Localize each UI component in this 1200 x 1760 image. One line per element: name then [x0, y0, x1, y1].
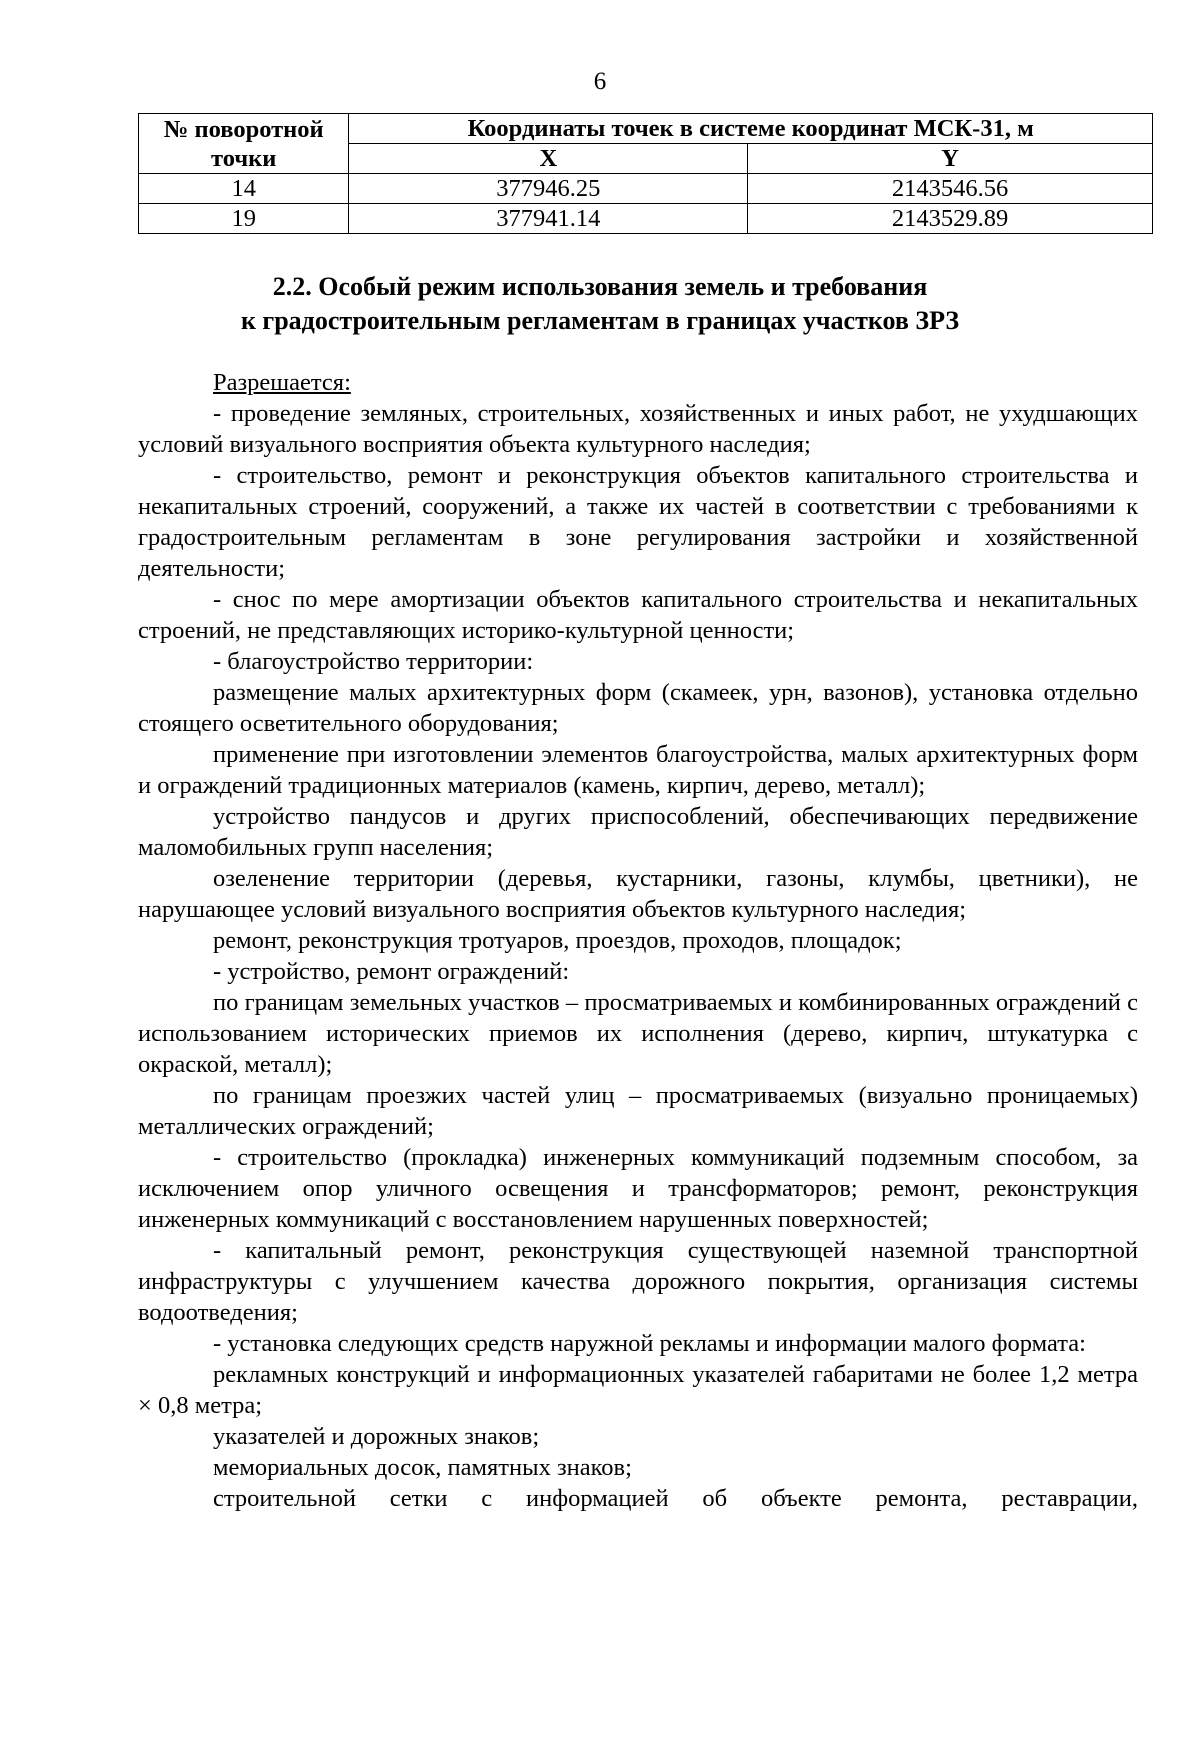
header-point-number: № поворотной точки [139, 114, 349, 174]
paragraph: - проведение земляных, строительных, хозяйственных и иных работ, не ухудшающих условий визуального восприятия объекта культурного наследия; [138, 400, 1138, 458]
table-header-row [139, 114, 1153, 144]
paragraph: - снос по мере амортизации объектов капитального строительства и некапитальных строений, не представляющих историко-культурной ценности; [138, 586, 1138, 644]
paragraph: озеленение территории (деревья, кустарники, газоны, клумбы, цветники), не нарушающее условий визуального восприятия объектов культурного наследия; [138, 865, 1138, 923]
allowed-label: Разрешается: [213, 369, 351, 396]
paragraph: ремонт, реконструкция тротуаров, проездов, проходов, площадок; [213, 927, 902, 954]
section-heading [0, 270, 1200, 338]
cell-x: 377941.14 [349, 204, 748, 234]
heading-line-1: 2.2. Особый режим использования земель и требования [272, 272, 928, 301]
header-coordinates: Координаты точек в системе координат МСК-31, м [349, 114, 1153, 144]
paragraph: - строительство (прокладка) инженерных коммуникаций подземным способом, за исключением опор уличного освещения и трансформаторов; ремонт, реконструкция инженерных коммуникаций с восстановлением нарушенных поверхностей; [138, 1144, 1138, 1233]
cell-y: 2143546.56 [748, 174, 1153, 204]
header-y: Y [748, 144, 1153, 174]
paragraph: - благоустройство территории: [213, 648, 534, 675]
cell-y: 2143529.89 [748, 204, 1153, 234]
paragraph: - установка следующих средств наружной рекламы и информации малого формата: [213, 1330, 1086, 1357]
paragraph: размещение малых архитектурных форм (скамеек, урн, вазонов), установка отдельно стоящего осветительного оборудования; [138, 679, 1138, 737]
paragraph: - устройство, ремонт ограждений: [213, 958, 570, 985]
cell-point: 14 [139, 174, 349, 204]
paragraph: по границам проезжих частей улиц – просматриваемых (визуально проницаемых) металлических ограждений; [138, 1082, 1138, 1140]
paragraph: - капитальный ремонт, реконструкция существующей наземной транспортной инфраструктуры с улучшением качества дорожного покрытия, организация системы водоотведения; [138, 1237, 1138, 1326]
coordinates-table [138, 113, 1153, 234]
heading-line-2: к градостроительным регламентам в границах участков ЗРЗ [240, 306, 960, 335]
paragraph: указателей и дорожных знаков; [213, 1423, 540, 1450]
cell-point: 19 [139, 204, 349, 234]
table-row [139, 204, 1153, 234]
paragraph: строительной сетки с информацией об объекте ремонта, реставрации, [213, 1485, 1138, 1512]
paragraph: применение при изготовлении элементов благоустройства, малых архитектурных форм и ограждений традиционных материалов (камень, кирпич, дерево, металл); [138, 741, 1138, 799]
document-body [138, 367, 1138, 1514]
table-row [139, 174, 1153, 204]
header-x: X [349, 144, 748, 174]
paragraph: по границам земельных участков – просматриваемых и комбинированных ограждений с использованием исторических приемов их исполнения (дерево, кирпич, штукатурка с окраской, металл); [138, 989, 1138, 1078]
paragraph: - строительство, ремонт и реконструкция объектов капитального строительства и некапитальных строений, сооружений, а также их частей в соответствии с требованиями к градостроительным регламентам в зоне регулирования застройки и хозяйственной деятельности; [138, 462, 1138, 582]
paragraph: устройство пандусов и других приспособлений, обеспечивающих передвижение маломобильных групп населения; [138, 803, 1138, 861]
paragraph: мемориальных досок, памятных знаков; [213, 1454, 632, 1481]
paragraph: рекламных конструкций и информационных указателей габаритами не более 1,2 метра × 0,8 метра; [138, 1361, 1138, 1419]
page-number: 6 [593, 68, 607, 95]
cell-x: 377946.25 [349, 174, 748, 204]
